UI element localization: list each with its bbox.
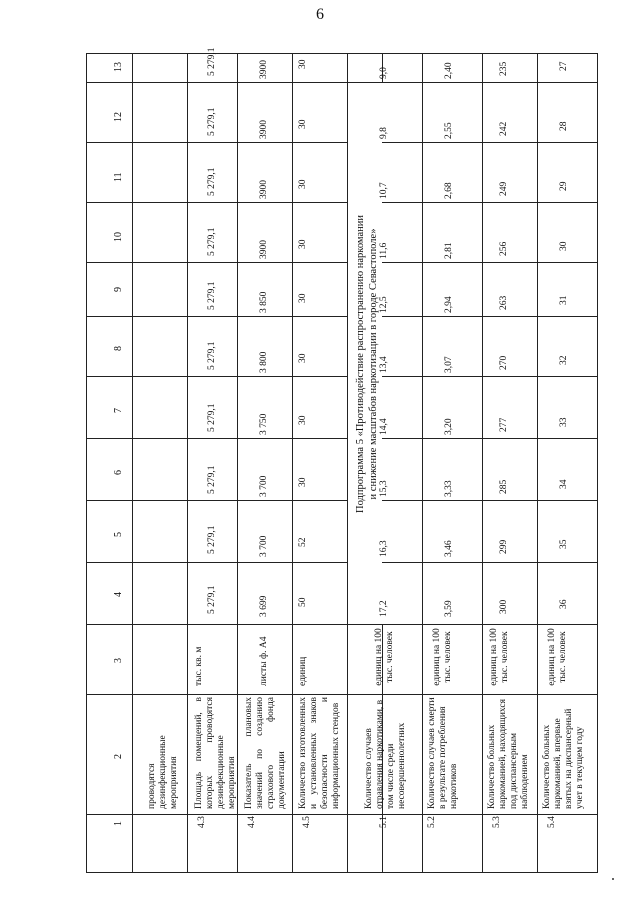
grid-line bbox=[382, 262, 597, 263]
grid-line bbox=[87, 814, 597, 815]
value-cell: 263 bbox=[499, 295, 509, 310]
row-number: 4.5 bbox=[302, 816, 312, 828]
row-number: 4.3 bbox=[197, 816, 207, 828]
value-cell: 3 700 bbox=[259, 475, 269, 497]
unit-cell: единиц на 100 тыс. человек bbox=[489, 628, 510, 686]
grid-line bbox=[87, 500, 347, 501]
value-cell: 30 bbox=[298, 415, 308, 425]
value-cell: 5 279,1 bbox=[207, 107, 217, 136]
subprogram-heading-line1: Подпрограмма 5 «Противодействие распространению наркомании bbox=[355, 214, 366, 514]
column-header: 1 bbox=[113, 821, 124, 826]
value-cell: 3,07 bbox=[444, 356, 454, 373]
indicator-text: Количество изготовленных и установленных знаков безопасности и информационных стендов bbox=[298, 697, 341, 809]
value-cell: 3 850 bbox=[259, 291, 269, 313]
grid-line bbox=[382, 562, 597, 563]
value-cell: 30 bbox=[298, 179, 308, 189]
grid-line bbox=[87, 202, 347, 203]
value-cell: 2,68 bbox=[444, 182, 454, 199]
grid-line bbox=[87, 82, 597, 83]
value-cell: 30 bbox=[298, 59, 308, 69]
column-header: 6 bbox=[113, 470, 124, 475]
column-header: 13 bbox=[113, 62, 124, 72]
grid-line bbox=[87, 142, 347, 143]
indicator-text: Показатель плановых значений по созданию страхового фонда документации bbox=[244, 697, 287, 809]
value-cell: 33 bbox=[559, 417, 569, 427]
value-cell: 3900 bbox=[259, 240, 269, 259]
unit-cell: единиц на 100 тыс. человек bbox=[432, 628, 453, 686]
value-cell: 2,94 bbox=[444, 296, 454, 313]
row-number: 5.1 bbox=[379, 816, 389, 828]
value-cell: 31 bbox=[559, 295, 569, 305]
value-cell: 30 bbox=[298, 353, 308, 363]
grid-line bbox=[382, 500, 597, 501]
unit-cell: листы ф. А4 bbox=[259, 636, 269, 686]
grid-line bbox=[87, 376, 347, 377]
grid-line bbox=[382, 438, 597, 439]
value-cell: 28 bbox=[559, 121, 569, 131]
value-cell: 3900 bbox=[259, 120, 269, 139]
value-cell: 35 bbox=[559, 539, 569, 549]
grid-line bbox=[87, 262, 347, 263]
value-cell: 3 700 bbox=[259, 535, 269, 557]
unit-cell: единиц на 100 тыс. человек bbox=[547, 628, 568, 686]
row-number: 5.4 bbox=[547, 816, 557, 828]
value-cell: 2,40 bbox=[444, 62, 454, 79]
column-header: 12 bbox=[113, 112, 124, 122]
grid-line bbox=[292, 54, 293, 872]
indicator-text: Количество больных наркоманией, находящихся под диспансерным наблюдением bbox=[487, 699, 530, 809]
value-cell: 30 bbox=[298, 477, 308, 487]
value-cell: 299 bbox=[499, 539, 509, 554]
value-cell: 11,6 bbox=[379, 242, 389, 259]
value-cell: 5 279,1 bbox=[207, 281, 217, 310]
value-cell: 13,4 bbox=[379, 356, 389, 373]
subprogram-heading-line2: и снижение масштабов наркотизации в городе Севастополе» bbox=[368, 228, 379, 500]
value-cell: 3,59 bbox=[444, 600, 454, 617]
column-header: 2 bbox=[113, 754, 124, 759]
column-header: 7 bbox=[113, 408, 124, 413]
value-cell: 9,8 bbox=[379, 127, 389, 139]
value-cell: 5 279,1 bbox=[207, 403, 217, 432]
value-cell: 2,55 bbox=[444, 122, 454, 139]
grid-line bbox=[87, 562, 347, 563]
column-header: 9 bbox=[113, 287, 124, 292]
value-cell: 5 279,1 bbox=[207, 167, 217, 196]
value-cell: 14,4 bbox=[379, 418, 389, 435]
value-cell: 10,7 bbox=[379, 182, 389, 199]
grid-line bbox=[537, 54, 538, 872]
value-cell: 5 279,1 bbox=[207, 465, 217, 494]
row-number: 5.3 bbox=[492, 816, 502, 828]
value-cell: 270 bbox=[499, 355, 509, 370]
value-cell: 32 bbox=[559, 355, 569, 365]
column-header: 8 bbox=[113, 346, 124, 351]
unit-cell: единиц bbox=[298, 656, 308, 686]
value-cell: 30 bbox=[559, 241, 569, 251]
row-number: 5.2 bbox=[427, 816, 437, 828]
value-cell: 5 279,1 bbox=[207, 47, 217, 76]
unit-cell: тыс. кв. м bbox=[194, 646, 204, 686]
column-header: 3 bbox=[113, 658, 124, 663]
value-cell: 16,3 bbox=[379, 540, 389, 557]
value-cell: 17,2 bbox=[379, 600, 389, 617]
value-cell: 5 279,1 bbox=[207, 585, 217, 614]
value-cell: 30 bbox=[298, 239, 308, 249]
column-header: 5 bbox=[113, 532, 124, 537]
grid-line bbox=[382, 376, 597, 377]
grid-line bbox=[132, 54, 133, 872]
indicator-text: Количество больных наркоманией, впервые взятых на диспансерный учет в текущем году bbox=[542, 708, 585, 809]
value-cell: 256 bbox=[499, 241, 509, 256]
value-cell: 12,5 bbox=[379, 296, 389, 313]
value-cell: 34 bbox=[559, 479, 569, 489]
grid-line bbox=[382, 142, 597, 143]
value-cell: 3 800 bbox=[259, 351, 269, 373]
indicators-table bbox=[86, 47, 598, 873]
grid-line bbox=[87, 316, 347, 317]
value-cell: 29 bbox=[559, 181, 569, 191]
value-cell: 2,81 bbox=[444, 242, 454, 259]
value-cell: 5 279,1 bbox=[207, 341, 217, 370]
value-cell: 3,46 bbox=[444, 540, 454, 557]
grid-line bbox=[422, 54, 423, 872]
grid-line bbox=[87, 694, 597, 695]
page-number: 6 bbox=[316, 6, 324, 23]
value-cell: 3 750 bbox=[259, 413, 269, 435]
value-cell: 36 bbox=[559, 599, 569, 609]
value-cell: 50 bbox=[298, 597, 308, 607]
value-cell: 242 bbox=[499, 121, 509, 136]
indicator-text: Количество случаев отравления наркотиками, в том числе среди несовершеннолетних bbox=[364, 699, 407, 809]
value-cell: 30 bbox=[298, 293, 308, 303]
value-cell: 9,0 bbox=[379, 67, 389, 79]
row-number: 4.4 bbox=[247, 816, 257, 828]
grid-line bbox=[382, 316, 597, 317]
page-speck bbox=[612, 878, 614, 880]
indicator-text: Площадь помещений, в которых проводятся дезинфекционные мероприятия bbox=[194, 697, 237, 809]
grid-line bbox=[382, 202, 597, 203]
grid-line bbox=[187, 54, 188, 872]
value-cell: 277 bbox=[499, 417, 509, 432]
value-cell: 3,20 bbox=[444, 418, 454, 435]
value-cell: 3900 bbox=[259, 180, 269, 199]
value-cell: 27 bbox=[559, 61, 569, 71]
value-cell: 15,3 bbox=[379, 480, 389, 497]
grid-line bbox=[347, 54, 348, 872]
grid-line bbox=[87, 438, 347, 439]
value-cell: 300 bbox=[499, 599, 509, 614]
column-header: 10 bbox=[113, 232, 124, 242]
value-cell: 30 bbox=[298, 119, 308, 129]
indicator-text: Количество случаев смерти в результате потребления наркотиков bbox=[427, 697, 459, 809]
grid-line bbox=[87, 624, 597, 625]
value-cell: 5 279,1 bbox=[207, 227, 217, 256]
column-header: 11 bbox=[113, 172, 124, 182]
value-cell: 3900 bbox=[259, 60, 269, 79]
value-cell: 5 279,1 bbox=[207, 525, 217, 554]
value-cell: 235 bbox=[499, 61, 509, 76]
value-cell: 3,33 bbox=[444, 480, 454, 497]
value-cell: 3 699 bbox=[259, 595, 269, 617]
value-cell: 52 bbox=[298, 537, 308, 547]
grid-line bbox=[482, 54, 483, 872]
value-cell: 249 bbox=[499, 181, 509, 196]
column-header: 4 bbox=[113, 592, 124, 597]
unit-cell: единиц на 100 тыс. человек bbox=[374, 628, 395, 686]
value-cell: 285 bbox=[499, 479, 509, 494]
indicator-text: проводятся дезинфекционные мероприятия bbox=[147, 735, 179, 809]
